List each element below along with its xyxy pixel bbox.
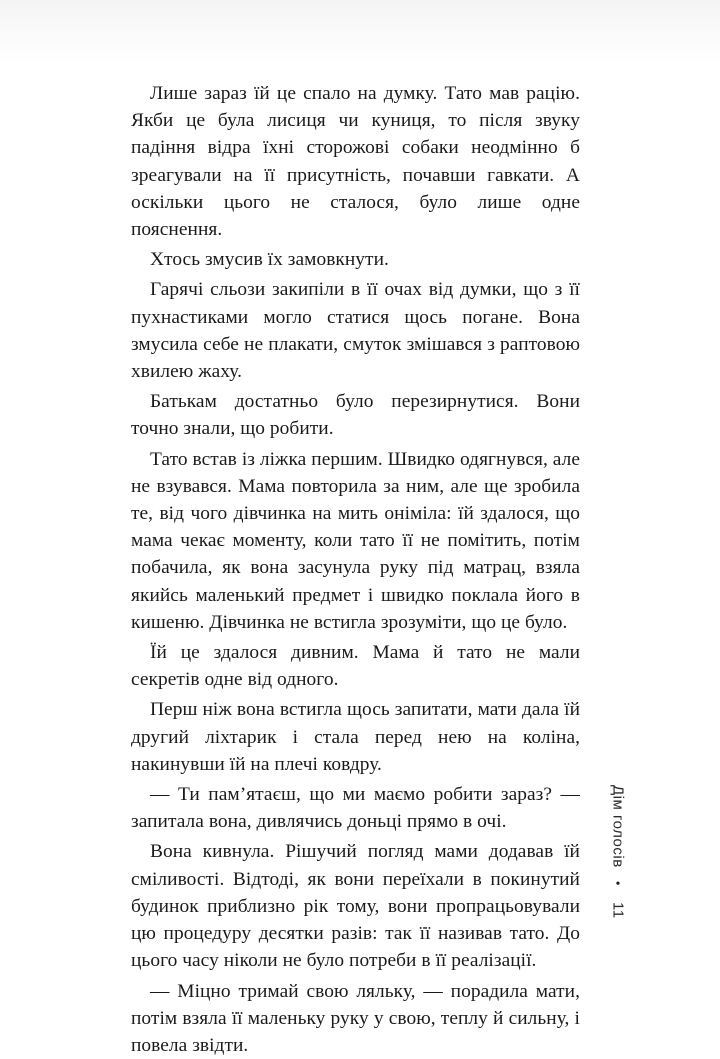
paragraph: Хтось змусив їх замовкнути. [131,246,580,273]
paragraph: Батькам достатньо було перезирнутися. Вони точно знали, що робити. [131,388,580,442]
running-footer [598,785,638,945]
scan-top-shadow [0,0,720,64]
paragraph: — Ти пам’ятаєш, що ми маємо робити зараз? — запитала вона, дивлячись доньці прямо в очі. [131,781,580,835]
page-body-text [131,80,580,1059]
page-number: 11 [610,902,627,919]
paragraph: — Міцно тримай свою ляльку, — порадила мати, потім взяла її маленьку руку у свою, теплу й сильну, і повела звідти. [131,978,580,1059]
paragraph: Їй це здалося дивним. Мама й тато не мали секретів одне від одного. [131,639,580,693]
footer-bullet: • [616,878,621,892]
paragraph: Лише зараз їй це спало на думку. Тато мав рацію. Якби це була лисиця чи куниця, то після звуку падіння відра їхні сторожові собаки неодмінно б зреагували на її присутність, почавши гавкати. А оскільки цього не сталося, було лише одне пояснення. [131,80,580,243]
paragraph: Тато встав із ліжка першим. Швидко одягнувся, але не взувався. Мама повторила за ним, але ще зробила те, від чого дівчинка на мить оніміла: їй здалося, що мама чекає моменту, коли тато її не помітить, потім побачила, як вона засунула руку під матрац, взяла якийсь маленький предмет і швидко поклала його в кишеню. Дівчинка не встигла зрозуміти, що це було. [131,446,580,636]
paragraph: Гарячі сльози закипіли в її очах від думки, що з її пухнастиками могло статися щось погане. Вона змусила себе не плакати, смуток змішався з раптовою хвилею жаху. [131,276,580,385]
paragraph: Вона кивнула. Рішучий погляд мами додавав їй сміливості. Відтоді, як вони переїхали в покинутий будинок приблизно рік тому, вони пропрацьовували цю процедуру десятки разів: так її називав тато. До цього часу ніколи не було потреби в її реалізації. [131,838,580,974]
running-title: Дім голосів [610,785,627,868]
paragraph: Перш ніж вона встигла щось запитати, мати дала їй другий ліхтарик і стала перед нею на коліна, накинувши їй на плечі ковдру. [131,696,580,778]
